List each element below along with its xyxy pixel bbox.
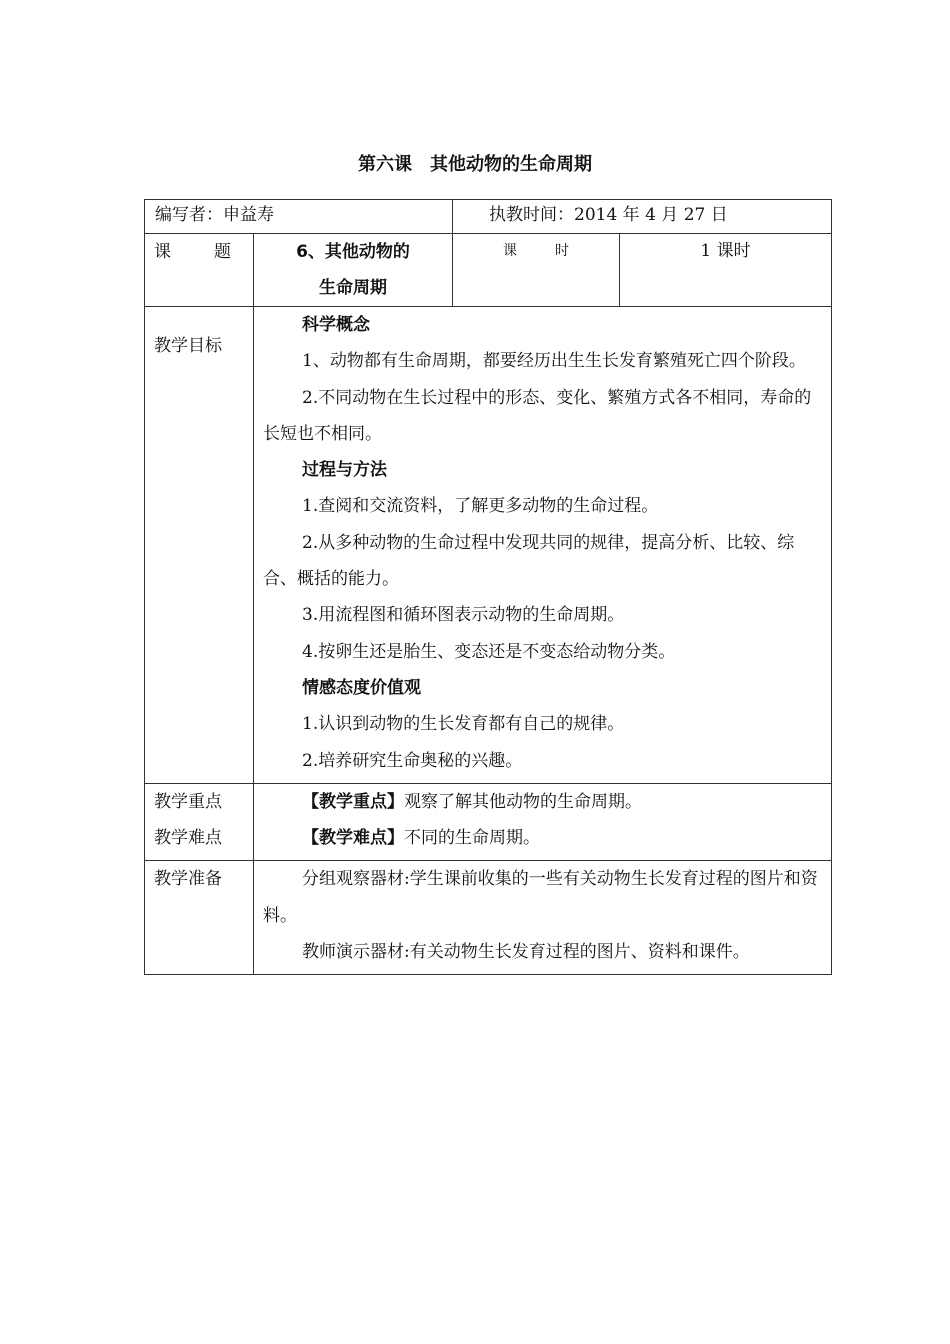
prep-label: 教学准备 xyxy=(154,869,222,890)
topic-label-cell xyxy=(145,234,254,307)
objective-paragraph: 3.用流程图和循环图表示动物的生命周期。 xyxy=(302,605,625,626)
topic-value-cell xyxy=(254,234,453,307)
focus-label-cell xyxy=(145,783,254,861)
topic-line-2: 生命周期 xyxy=(319,278,387,298)
objective-paragraph: 2.不同动物在生长过程中的形态、变化、繁殖方式各不相同，寿命的长短也不相同。 xyxy=(263,387,812,444)
objective-paragraph: 4.按卵生还是胎生、变态还是不变态给动物分类。 xyxy=(302,641,676,662)
difficulty-tag: 【教学难点】 xyxy=(302,828,404,849)
period-value-cell xyxy=(620,234,832,307)
period-label-char-1: 课 xyxy=(503,243,517,259)
objectives-label: 教学目标 xyxy=(154,336,222,356)
period-label-char-2: 时 xyxy=(555,243,569,259)
author-text: 编写者：申益寿 xyxy=(155,205,274,225)
prep-label-cell xyxy=(145,861,254,975)
period-label-cell xyxy=(453,234,620,307)
objective-paragraph: 1.认识到动物的生长发育都有自己的规律。 xyxy=(302,714,625,735)
focus-content-cell xyxy=(254,783,832,861)
prep-row xyxy=(145,861,832,975)
topic-row xyxy=(145,234,832,307)
objective-paragraph: 2.从多种动物的生命过程中发现共同的规律，提高分析、比较、综合、概括的能力。 xyxy=(263,532,795,590)
difficulty-text: 不同的生命周期。 xyxy=(404,828,540,849)
objectives-label-cell xyxy=(145,307,254,784)
focus-label-key: 教学重点 xyxy=(154,791,222,812)
objectives-row xyxy=(145,307,832,784)
objective-paragraph: 1、动物都有生命周期，都要经历出生生长发育繁殖死亡四个阶段。 xyxy=(302,351,806,372)
page-title: 第六课 其他动物的生命周期 xyxy=(358,154,592,175)
date-text: 执教时间：2014 年 4 月 27 日 xyxy=(489,205,728,225)
objectives-content-cell xyxy=(254,307,832,784)
topic-label-char-2: 题 xyxy=(214,242,231,262)
topic-label-char-1: 课 xyxy=(154,242,171,262)
section-heading-attitude: 情感态度价值观 xyxy=(302,677,421,698)
focus-row xyxy=(145,783,832,861)
period-value: 1 课时 xyxy=(700,241,751,261)
objective-paragraph: 2.培养研究生命奥秘的兴趣。 xyxy=(302,750,523,771)
date-cell xyxy=(453,200,832,234)
author-cell xyxy=(145,200,453,234)
lesson-plan-table xyxy=(144,199,832,975)
topic-line-1: 6、其他动物的 xyxy=(296,242,410,262)
objective-paragraph: 1.查阅和交流资料，了解更多动物的生命过程。 xyxy=(302,496,659,517)
header-row xyxy=(145,200,832,234)
prep-paragraph: 教师演示器材:有关动物生长发育过程的图片、资料和课件。 xyxy=(302,942,750,963)
focus-label-difficulty: 教学难点 xyxy=(154,827,222,848)
section-heading-concept: 科学概念 xyxy=(302,315,370,335)
section-heading-process: 过程与方法 xyxy=(302,460,387,481)
key-point-text: 观察了解其他动物的生命周期。 xyxy=(404,791,642,812)
prep-paragraph: 分组观察器材:学生课前收集的一些有关动物生长发育过程的图片和资料。 xyxy=(263,869,818,926)
key-point-tag: 【教学重点】 xyxy=(302,791,404,812)
prep-content-cell xyxy=(254,861,832,975)
